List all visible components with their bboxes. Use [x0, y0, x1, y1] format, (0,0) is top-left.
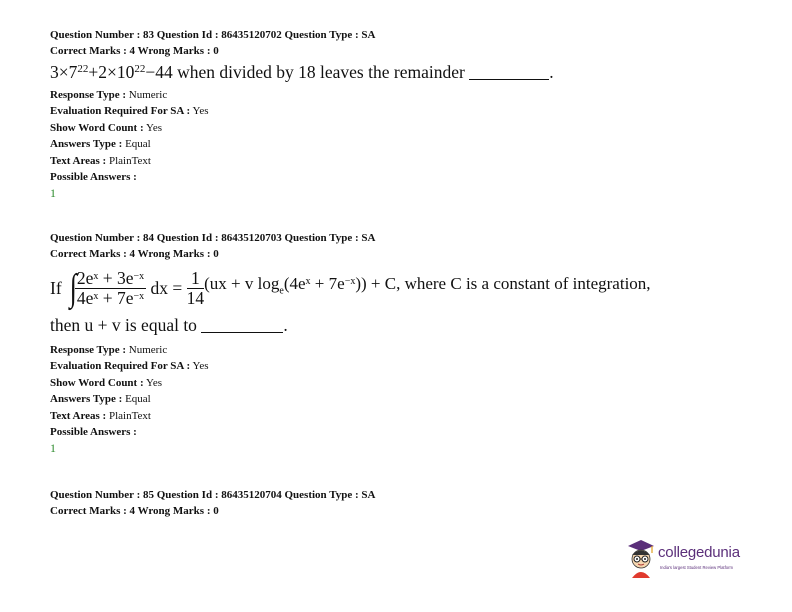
collegedunia-logo — [626, 538, 766, 582]
one-over-fourteen: $\frac{1}{14}$ — [186, 267, 205, 308]
question-header: Question Number : 83 Question Id : 86435120702 Question Type : SA — [50, 29, 376, 41]
question-85 — [50, 487, 770, 519]
question-83 — [50, 27, 770, 201]
possible-answer-value: 1 — [50, 186, 56, 201]
show-word-count: Show Word Count : Yes — [50, 121, 162, 134]
marks-header: Correct Marks : 4 Wrong Marks : 0 — [50, 45, 219, 57]
logo-wordmark: collegedunia — [658, 544, 740, 561]
answers-type: Answers Type : Equal — [50, 393, 151, 406]
question-text-line1: If ∫ $\frac{2e^x + 3e^{-x}}{4e^x + 7e^{-x}}$ dx = $\frac{1}{14}$ (ux + v $\log_e(4e^x + 7e^{-x})) + C$, where C is a constant of integration, — [50, 267, 651, 309]
answer-blank — [469, 65, 549, 80]
student-mascot-icon — [626, 538, 656, 578]
integral-sign: ∫ — [69, 267, 78, 309]
answers-type: Answers Type : Equal — [50, 138, 151, 151]
marks-header: Correct Marks : 4 Wrong Marks : 0 — [50, 505, 219, 517]
answer-blank — [201, 318, 283, 333]
text-areas: Text Areas : PlainText — [50, 409, 151, 422]
show-word-count: Show Word Count : Yes — [50, 376, 162, 389]
possible-answer-value: 1 — [50, 441, 56, 456]
question-text-line2: then u + v is equal to . — [50, 315, 288, 335]
integrand-fraction: $\frac{2e^x + 3e^{-x}}{4e^x + 7e^{-x}}$ — [76, 267, 145, 308]
question-header: Question Number : 85 Question Id : 86435120704 Question Type : SA — [50, 489, 376, 501]
possible-answers-label: Possible Answers : — [50, 171, 137, 184]
response-type: Response Type : Numeric — [50, 344, 168, 356]
question-84 — [50, 230, 770, 456]
response-type: Response Type : Numeric — [50, 89, 168, 101]
logo-tagline: India's largest Student Review Platform — [660, 565, 733, 570]
marks-header: Correct Marks : 4 Wrong Marks : 0 — [50, 248, 219, 260]
evaluation-required: Evaluation Required For SA : Yes — [50, 360, 209, 373]
question-text: $3\times 7^{22}+2\times 10^{22}-44$ when divided by 18 leaves the remainder . — [50, 62, 554, 82]
question-header: Question Number : 84 Question Id : 86435120703 Question Type : SA — [50, 232, 376, 244]
possible-answers-label: Possible Answers : — [50, 426, 137, 439]
evaluation-required: Evaluation Required For SA : Yes — [50, 105, 209, 118]
text-areas: Text Areas : PlainText — [50, 154, 151, 167]
